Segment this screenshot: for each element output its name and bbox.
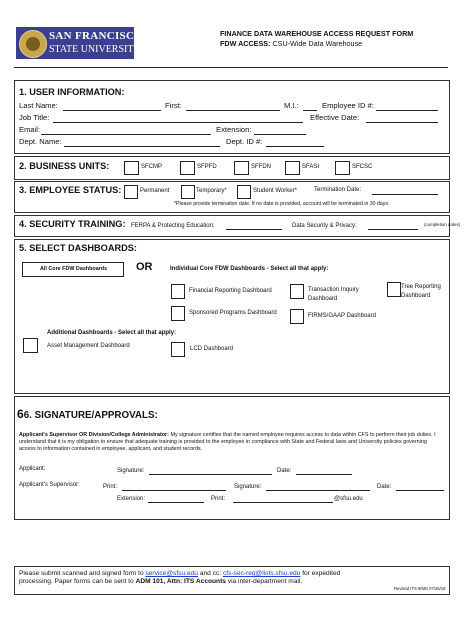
checkbox-sfcmp[interactable] (124, 161, 139, 175)
dept-name-label: Dept. Name: (19, 137, 62, 146)
checkbox-firms-gaap[interactable] (290, 309, 304, 324)
data-security-date-field[interactable] (368, 229, 418, 230)
supervisor-date-label: Date: (377, 484, 392, 490)
form-title: FINANCE DATA WAREHOUSE ACCESS REQUEST FORM (220, 29, 414, 38)
supervisor-certification (19, 432, 445, 453)
supervisor-extension-field[interactable] (148, 502, 204, 503)
checkbox-sfcsc[interactable] (335, 161, 350, 175)
supervisor-extension-label: Extension: (117, 496, 146, 502)
job-title-field[interactable] (53, 122, 303, 123)
individual-dashboards-heading: Individual Core FDW Dashboards - Select all that apply: (170, 266, 329, 272)
unit-sfcsc: SFCSC (352, 164, 373, 170)
applicant-label: Applicant: (19, 466, 46, 472)
supervisor-label: Applicant's Supervisor: (19, 482, 80, 488)
firms-gaap-label: FIRMS/GAAP Dashboard (308, 313, 376, 319)
footer-text3: for expedited (302, 570, 341, 577)
checkbox-student-worker[interactable] (237, 185, 251, 199)
checkbox-transaction-inquiry[interactable] (290, 284, 304, 299)
security-training-heading: 4. SECURITY TRAINING: (19, 219, 126, 229)
last-name-field[interactable] (63, 110, 161, 111)
checkbox-temporary[interactable] (181, 185, 195, 199)
email-label: Email: (19, 125, 41, 134)
footer-line2 (19, 578, 302, 585)
transaction-inquiry-label: Transaction Inquiry Dashboard (308, 287, 359, 302)
additional-dashboards-heading: Additional Dashboards - Select all that apply: (47, 330, 177, 336)
supervisor-email-field[interactable] (233, 502, 333, 503)
revision-note: Revised ITS 8/MD 07/26/18 (394, 586, 446, 591)
supervisor-signature-field[interactable] (266, 490, 370, 491)
logo-line1: SAN FRANCISCO (49, 30, 144, 42)
permanent-label: Permanent (140, 188, 170, 194)
user-info-heading: 1. USER INFORMATION: (19, 87, 125, 97)
signature-heading: 66. SIGNATURE/APPROVALS: (17, 407, 158, 421)
financial-reporting-label: Financial Reporting Dashboard (189, 288, 272, 294)
termination-date-label: Termination Date: (314, 187, 362, 193)
supervisor-date-field[interactable] (396, 490, 444, 491)
ferpa-label: FERPA & Protecting Education: (131, 223, 215, 229)
footer-line1 (19, 570, 340, 577)
dept-name-field[interactable] (64, 146, 220, 147)
lcd-label: LCD Dashboard (190, 346, 234, 352)
checkbox-asset-management[interactable] (23, 338, 38, 353)
employee-id-label: Employee ID #: (322, 101, 374, 110)
footer-text2: and cc: (199, 570, 222, 577)
ferpa-date-field[interactable] (226, 229, 282, 230)
unit-sfpfd: SFPFD (197, 164, 217, 170)
supervisor-certification-text: My signature certifies that the named employee requires access to data within CFS to perform their job duties. I understand that it is my obligation to ensure that adequate training is provided to the employee in compliance with State and Federal laws and University policies governing access to information contained in employee, applicant, and student records. (19, 432, 436, 452)
sfsu-logo (16, 27, 144, 59)
unit-sffdn: SFFDN (251, 164, 271, 170)
dept-id-field[interactable] (266, 146, 324, 147)
header-rule (14, 67, 448, 68)
employee-id-field[interactable] (376, 110, 438, 111)
effective-date-label: Effective Date: (310, 113, 360, 122)
termination-date-field[interactable] (372, 194, 438, 195)
footer-text1: Please submit scanned and signed form to (19, 570, 144, 577)
employee-status-heading: 3. EMPLOYEE STATUS: (19, 185, 122, 195)
tree-reporting-label: Tree Reporting Dashboard (401, 284, 441, 299)
supervisor-email-label: Print: (211, 496, 226, 502)
last-name-label: Last Name: (19, 101, 58, 110)
supervisor-print-field[interactable] (122, 490, 226, 491)
mi-field[interactable] (303, 110, 317, 111)
fdw-access-value: CSU-Wide Data Warehouse (272, 39, 363, 48)
cfs-sec-req-email-link[interactable]: cfs-sec-req@lists.sfsu.edu (222, 570, 301, 577)
first-name-label: First: (165, 101, 182, 110)
checkbox-sfpfd[interactable] (180, 161, 195, 175)
student-worker-label: Student Worker* (253, 188, 297, 194)
checkbox-tree-reporting[interactable] (387, 282, 401, 297)
mi-label: M.I.: (284, 101, 299, 110)
checkbox-sfasi[interactable] (285, 161, 300, 175)
service-email-link[interactable]: service@sfsu.edu (145, 570, 198, 577)
signature-heading-text: 6. SIGNATURE/APPROVALS: (23, 410, 158, 421)
fdw-access (220, 39, 362, 48)
extension-field[interactable] (254, 134, 306, 135)
checkbox-sponsored-programs[interactable] (171, 306, 185, 321)
footer-text4: processing. Paper forms can be sent to (19, 578, 134, 585)
supervisor-print-label: Print: (103, 484, 118, 490)
checkbox-permanent[interactable] (124, 185, 138, 199)
all-core-label: All Core FDW Dashboards (40, 266, 108, 272)
completion-dates-note: (completion dates) (424, 222, 461, 227)
dept-id-label: Dept. ID #: (226, 137, 263, 146)
effective-date-field[interactable] (366, 122, 438, 123)
sponsored-programs-label: Sponsored Programs Dashboard (189, 310, 277, 316)
supervisor-signature-label: Signature: (234, 484, 262, 490)
checkbox-sffdn[interactable] (234, 161, 249, 175)
data-security-label: Data Security & Privacy: (292, 223, 357, 229)
job-title-label: Job Title: (19, 113, 50, 122)
first-name-field[interactable] (186, 110, 280, 111)
or-label: OR (136, 261, 153, 273)
sfsu-domain: @sfsu.edu (334, 496, 363, 502)
footer-address: ADM 101, Attn: ITS Accounts (135, 578, 226, 585)
checkbox-lcd[interactable] (171, 342, 185, 357)
logo-line2: STATE UNIVERSITY (49, 44, 141, 55)
applicant-signature-field[interactable] (149, 474, 272, 475)
termination-note: *Please provide termination date. If no date is provided, account will be terminated in 30 days. (174, 201, 390, 207)
unit-sfcmp: SFCMP (141, 164, 162, 170)
fdw-access-label: FDW ACCESS: (220, 39, 271, 48)
university-seal-icon (19, 30, 47, 58)
checkbox-financial-reporting[interactable] (171, 284, 185, 299)
dashboards-heading: 5. SELECT DASHBOARDS: (19, 243, 137, 253)
applicant-signature-label: Signature: (117, 468, 145, 474)
supervisor-certification-title: Applicant's Supervisor OR Division/College Administrator: (19, 432, 169, 438)
footer-text5: via inter-department mail. (227, 578, 303, 585)
email-field[interactable] (41, 134, 211, 135)
temporary-label: Temporary* (196, 188, 227, 194)
business-units-heading: 2. BUSINESS UNITS: (19, 161, 110, 171)
asset-management-label: Asset Management Dashboard (47, 343, 130, 349)
applicant-date-field[interactable] (296, 474, 352, 475)
extension-label: Extension: (216, 125, 252, 134)
unit-sfasi: SFASI (302, 164, 320, 170)
applicant-date-label: Date: (277, 468, 292, 474)
